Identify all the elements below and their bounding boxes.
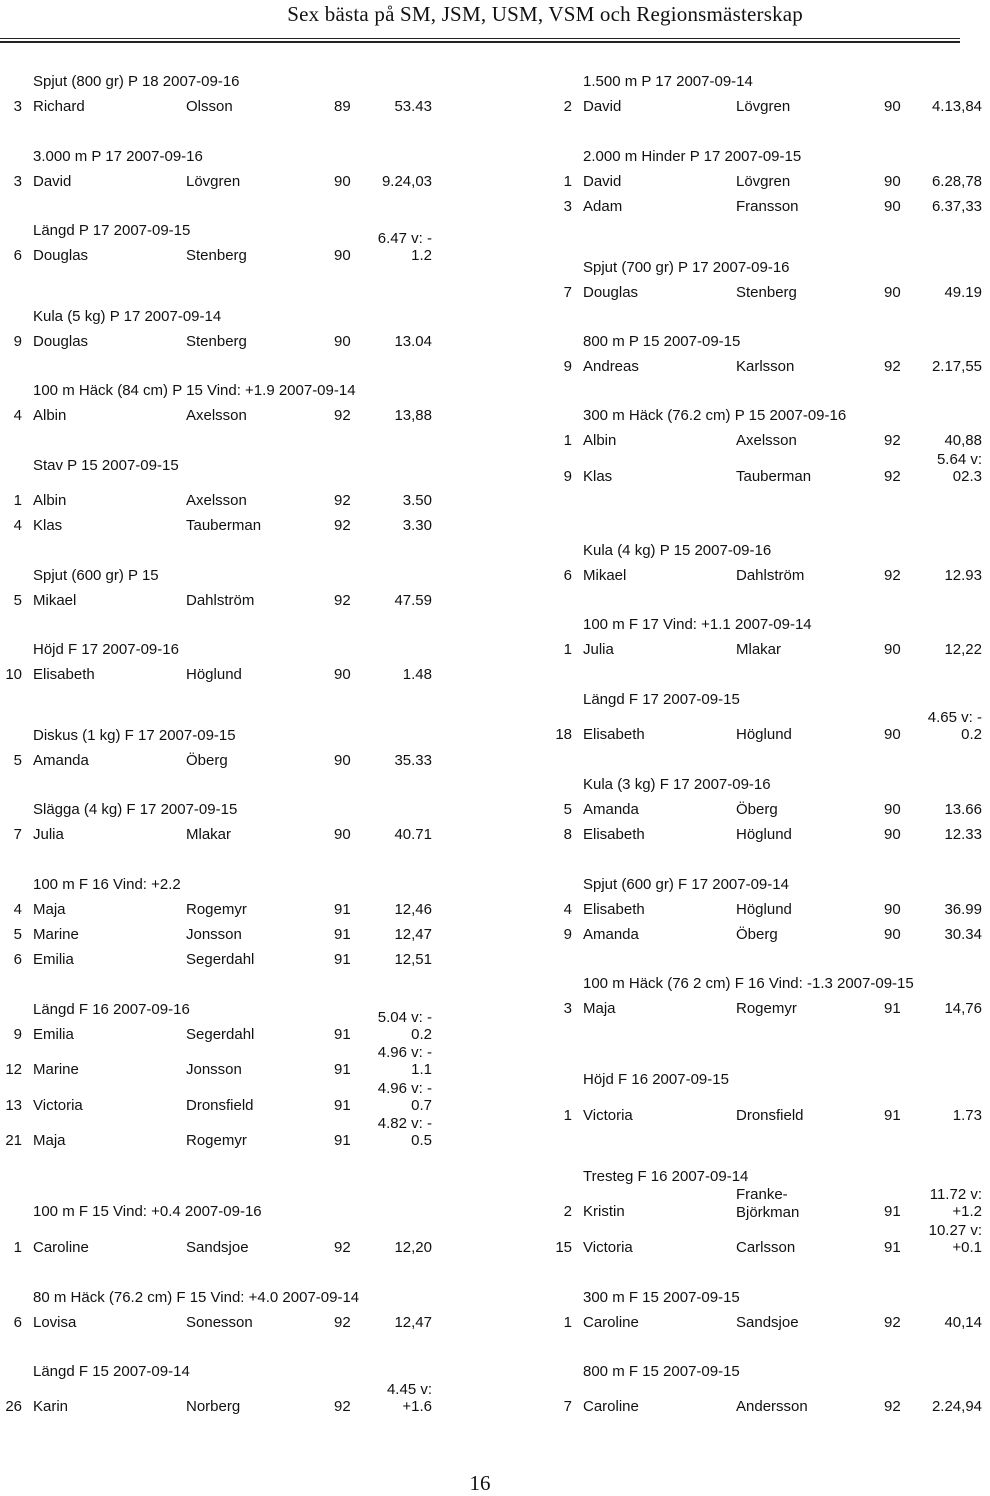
result-row: [0, 98, 440, 118]
athlete-last-name: Öberg: [736, 801, 778, 818]
athlete-result: 6.37,33: [931, 198, 982, 215]
event-title: 300 m Häck (76.2 cm) P 15 2007-09-16: [583, 407, 847, 424]
result-row: [550, 98, 990, 118]
athlete-birth-year: 92: [334, 1398, 351, 1415]
athlete-first-name: Victoria: [33, 1097, 83, 1114]
athlete-last-name: Lövgren: [736, 173, 791, 190]
athlete-rank: 4: [13, 901, 22, 918]
athlete-last-name: Höglund: [736, 826, 792, 843]
result-row: [0, 1239, 440, 1259]
result-row: [550, 198, 990, 218]
left-column: [0, 0, 440, 1460]
result-row: [550, 826, 990, 846]
athlete-last-name: Jonsson: [186, 926, 242, 943]
athlete-last-name: Franke- Björkman: [736, 1186, 800, 1221]
athlete-first-name: Emilia: [33, 1026, 74, 1043]
athlete-birth-year: 90: [884, 801, 901, 818]
athlete-result: 4.65 v: - 0.2: [927, 709, 982, 743]
athlete-first-name: Victoria: [583, 1239, 633, 1256]
result-row: [550, 358, 990, 378]
athlete-last-name: Mlakar: [736, 641, 782, 658]
athlete-first-name: Marine: [33, 926, 79, 943]
athlete-result: 3.30: [402, 517, 432, 534]
athlete-rank: 7: [563, 1398, 572, 1415]
athlete-birth-year: 92: [884, 567, 901, 584]
athlete-result: 47.59: [394, 592, 432, 609]
athlete-birth-year: 92: [334, 1314, 351, 1331]
athlete-result: 14,76: [944, 1000, 982, 1017]
event-title: 800 m P 15 2007-09-15: [583, 333, 741, 350]
athlete-last-name: Mlakar: [186, 826, 232, 843]
event-title: Längd P 17 2007-09-15: [33, 222, 191, 239]
athlete-birth-year: 90: [884, 98, 901, 115]
athlete-birth-year: 91: [884, 1239, 901, 1256]
athlete-birth-year: 90: [884, 901, 901, 918]
athlete-birth-year: 92: [334, 517, 351, 534]
athlete-last-name: Rogemyr: [736, 1000, 797, 1017]
athlete-first-name: Caroline: [583, 1398, 639, 1415]
athlete-rank: 12: [5, 1061, 22, 1078]
athlete-first-name: Caroline: [33, 1239, 89, 1256]
event-title: Höjd F 16 2007-09-15: [583, 1071, 729, 1088]
athlete-last-name: Tauberman: [736, 468, 812, 485]
athlete-last-name: Fransson: [736, 198, 799, 215]
event-title: Stav P 15 2007-09-15: [33, 457, 179, 474]
event-title: 100 m F 16 Vind: +2.2: [33, 876, 181, 893]
athlete-first-name: Amanda: [583, 926, 639, 943]
athlete-rank: 1: [563, 641, 572, 658]
athlete-result: 12,46: [394, 901, 432, 918]
athlete-birth-year: 89: [334, 98, 351, 115]
athlete-first-name: Albin: [33, 492, 67, 509]
athlete-rank: 1: [13, 1239, 22, 1256]
athlete-last-name: Olsson: [186, 98, 233, 115]
athlete-rank: 5: [13, 926, 22, 943]
right-column: [550, 0, 990, 1460]
result-row: [0, 1044, 440, 1081]
result-row: [550, 1000, 990, 1020]
result-row: [0, 666, 440, 686]
result-row: [0, 826, 440, 846]
event-title: Spjut (600 gr) F 17 2007-09-14: [583, 876, 789, 893]
athlete-last-name: Stenberg: [186, 247, 247, 264]
athlete-result: 12,47: [394, 1314, 432, 1331]
result-row: [550, 1107, 990, 1127]
athlete-last-name: Norberg: [186, 1398, 241, 1415]
athlete-birth-year: 91: [334, 1026, 351, 1043]
athlete-rank: 2: [563, 1203, 572, 1220]
athlete-first-name: David: [583, 98, 622, 115]
event-title: 2.000 m Hinder P 17 2007-09-15: [583, 148, 802, 165]
result-row: [550, 173, 990, 193]
result-row: [550, 567, 990, 587]
athlete-first-name: Andreas: [583, 358, 639, 375]
athlete-rank: 3: [13, 173, 22, 190]
athlete-result: 4.96 v: - 1.1: [377, 1044, 432, 1078]
athlete-last-name: Sandsjoe: [186, 1239, 249, 1256]
page-number: 16: [469, 1471, 491, 1495]
athlete-result: 6.28,78: [931, 173, 982, 190]
athlete-last-name: Dahlström: [736, 567, 805, 584]
result-row: [550, 432, 990, 452]
athlete-first-name: Maja: [33, 1132, 66, 1149]
athlete-result: 4.13,84: [931, 98, 982, 115]
athlete-first-name: Julia: [33, 826, 64, 843]
athlete-rank: 1: [563, 432, 572, 449]
athlete-rank: 1: [563, 1107, 572, 1124]
athlete-rank: 4: [563, 901, 572, 918]
result-row: [0, 926, 440, 946]
result-row: [0, 1314, 440, 1334]
athlete-birth-year: 92: [884, 358, 901, 375]
athlete-last-name: Stenberg: [186, 333, 247, 350]
athlete-birth-year: 91: [334, 901, 351, 918]
event-title: Kula (5 kg) P 17 2007-09-14: [33, 308, 222, 325]
athlete-rank: 4: [13, 407, 22, 424]
athlete-first-name: Amanda: [33, 752, 89, 769]
athlete-rank: 7: [13, 826, 22, 843]
athlete-last-name: Carlsson: [736, 1239, 796, 1256]
athlete-birth-year: 90: [334, 333, 351, 350]
athlete-birth-year: 90: [884, 198, 901, 215]
result-row: [550, 1222, 990, 1259]
result-row: [550, 709, 990, 746]
athlete-result: 40,88: [944, 432, 982, 449]
event-title: Slägga (4 kg) F 17 2007-09-15: [33, 801, 238, 818]
athlete-last-name: Lövgren: [736, 98, 791, 115]
athlete-first-name: Maja: [583, 1000, 616, 1017]
event-title: Längd F 17 2007-09-15: [583, 691, 740, 708]
athlete-first-name: Julia: [583, 641, 614, 658]
athlete-rank: 9: [563, 358, 572, 375]
event-title: Spjut (600 gr) P 15: [33, 567, 159, 584]
athlete-last-name: Tauberman: [186, 517, 262, 534]
athlete-result: 12,20: [394, 1239, 432, 1256]
athlete-last-name: Dronsfield: [186, 1097, 254, 1114]
result-row: [0, 901, 440, 921]
athlete-first-name: Victoria: [583, 1107, 633, 1124]
athlete-birth-year: 90: [334, 173, 351, 190]
result-row: [550, 284, 990, 304]
athlete-last-name: Sandsjoe: [736, 1314, 799, 1331]
athlete-rank: 15: [555, 1239, 572, 1256]
event-title: 80 m Häck (76.2 cm) F 15 Vind: +4.0 2007-09-14: [33, 1289, 360, 1306]
athlete-result: 30.34: [944, 926, 982, 943]
athlete-rank: 26: [5, 1398, 22, 1415]
event-title: 3.000 m P 17 2007-09-16: [33, 148, 203, 165]
athlete-first-name: Elisabeth: [583, 726, 645, 743]
athlete-result: 3.50: [402, 492, 432, 509]
event-title: Längd F 15 2007-09-14: [33, 1363, 190, 1380]
athlete-last-name: Öberg: [186, 752, 228, 769]
athlete-result: 6.47 v: - 1.2: [377, 230, 432, 264]
athlete-first-name: David: [583, 173, 622, 190]
event-title: 100 m Häck (84 cm) P 15 Vind: +1.9 2007-09-14: [33, 382, 356, 399]
athlete-rank: 7: [563, 284, 572, 301]
athlete-rank: 4: [13, 517, 22, 534]
result-row: [550, 451, 990, 488]
athlete-first-name: Marine: [33, 1061, 79, 1078]
athlete-result: 12.93: [944, 567, 982, 584]
athlete-last-name: Öberg: [736, 926, 778, 943]
athlete-first-name: Mikael: [33, 592, 77, 609]
athlete-rank: 9: [563, 926, 572, 943]
athlete-result: 12,22: [944, 641, 982, 658]
athlete-birth-year: 91: [884, 1203, 901, 1220]
athlete-birth-year: 91: [334, 951, 351, 968]
athlete-birth-year: 90: [884, 926, 901, 943]
athlete-last-name: Höglund: [736, 726, 792, 743]
result-row: [0, 333, 440, 353]
athlete-rank: 9: [563, 468, 572, 485]
athlete-birth-year: 90: [334, 247, 351, 264]
athlete-last-name: Lövgren: [186, 173, 241, 190]
athlete-last-name: Dronsfield: [736, 1107, 804, 1124]
athlete-result: 13.04: [394, 333, 432, 350]
athlete-birth-year: 90: [334, 826, 351, 843]
athlete-result: 5.64 v: 02.3: [936, 451, 982, 485]
athlete-birth-year: 92: [334, 592, 351, 609]
athlete-rank: 6: [13, 1314, 22, 1331]
result-row: [0, 173, 440, 193]
result-row: [0, 592, 440, 612]
athlete-rank: 10: [5, 666, 22, 683]
athlete-last-name: Axelsson: [736, 432, 797, 449]
athlete-first-name: Adam: [583, 198, 623, 215]
event-title: Tresteg F 16 2007-09-14: [583, 1168, 749, 1185]
athlete-result: 12,51: [394, 951, 432, 968]
athlete-result: 5.04 v: - 0.2: [377, 1009, 432, 1043]
event-title: 100 m Häck (76 2 cm) F 16 Vind: -1.3 2007-09-15: [583, 975, 914, 992]
athlete-result: 36.99: [944, 901, 982, 918]
athlete-rank: 9: [13, 1026, 22, 1043]
athlete-first-name: Kristin: [583, 1203, 625, 1220]
event-title: Kula (3 kg) F 17 2007-09-16: [583, 776, 771, 793]
result-row: [550, 1398, 990, 1418]
athlete-first-name: Amanda: [583, 801, 639, 818]
athlete-first-name: Lovisa: [33, 1314, 77, 1331]
athlete-birth-year: 91: [884, 1107, 901, 1124]
athlete-first-name: Karin: [33, 1398, 69, 1415]
athlete-rank: 3: [563, 1000, 572, 1017]
athlete-result: 53.43: [394, 98, 432, 115]
event-title: 100 m F 15 Vind: +0.4 2007-09-16: [33, 1203, 262, 1220]
athlete-result: 11.72 v: +1.2: [929, 1186, 982, 1220]
athlete-rank: 13: [5, 1097, 22, 1114]
athlete-last-name: Rogemyr: [186, 901, 247, 918]
result-row: [0, 1115, 440, 1152]
athlete-first-name: Emilia: [33, 951, 74, 968]
athlete-last-name: Dahlström: [186, 592, 255, 609]
athlete-result: 49.19: [944, 284, 982, 301]
athlete-last-name: Stenberg: [736, 284, 797, 301]
event-title: 300 m F 15 2007-09-15: [583, 1289, 740, 1306]
athlete-birth-year: 92: [334, 407, 351, 424]
athlete-rank: 3: [563, 198, 572, 215]
athlete-result: 10.27 v: +0.1: [928, 1222, 982, 1256]
athlete-birth-year: 92: [884, 1314, 901, 1331]
athlete-result: 4.96 v: - 0.7: [377, 1080, 432, 1114]
page-title: Sex bästa på SM, JSM, USM, VSM och Regionsmästerskap: [287, 2, 803, 26]
result-row: [0, 407, 440, 427]
athlete-rank: 6: [13, 951, 22, 968]
athlete-first-name: David: [33, 173, 72, 190]
athlete-result: 13.66: [944, 801, 982, 818]
athlete-first-name: Elisabeth: [583, 826, 645, 843]
athlete-last-name: Sonesson: [186, 1314, 253, 1331]
athlete-result: 2.17,55: [931, 358, 982, 375]
athlete-birth-year: 90: [334, 666, 351, 683]
athlete-last-name: Jonsson: [186, 1061, 242, 1078]
athlete-first-name: Richard: [33, 98, 85, 115]
athlete-last-name: Segerdahl: [186, 1026, 255, 1043]
athlete-birth-year: 90: [884, 826, 901, 843]
event-title: Kula (4 kg) P 15 2007-09-16: [583, 542, 772, 559]
athlete-first-name: Maja: [33, 901, 66, 918]
athlete-last-name: Axelsson: [186, 492, 247, 509]
athlete-result: 40.71: [394, 826, 432, 843]
athlete-birth-year: 92: [884, 1398, 901, 1415]
athlete-last-name: Karlsson: [736, 358, 795, 375]
athlete-birth-year: 91: [884, 1000, 901, 1017]
result-row: [0, 752, 440, 772]
athlete-first-name: Elisabeth: [33, 666, 95, 683]
athlete-rank: 6: [13, 247, 22, 264]
athlete-rank: 18: [555, 726, 572, 743]
athlete-last-name: Segerdahl: [186, 951, 255, 968]
result-row: [0, 951, 440, 971]
result-row: [550, 801, 990, 821]
athlete-rank: 1: [563, 1314, 572, 1331]
athlete-result: 40,14: [944, 1314, 982, 1331]
event-title: 1.500 m P 17 2007-09-14: [583, 73, 753, 90]
athlete-rank: 3: [13, 98, 22, 115]
result-row: [0, 492, 440, 512]
athlete-first-name: Albin: [33, 407, 67, 424]
athlete-rank: 5: [13, 592, 22, 609]
athlete-last-name: Andersson: [736, 1398, 808, 1415]
athlete-first-name: Mikael: [583, 567, 627, 584]
event-title: Höjd F 17 2007-09-16: [33, 641, 179, 658]
result-row: [0, 1381, 440, 1418]
athlete-birth-year: 90: [334, 752, 351, 769]
athlete-rank: 1: [563, 173, 572, 190]
athlete-first-name: Caroline: [583, 1314, 639, 1331]
athlete-birth-year: 90: [884, 173, 901, 190]
athlete-result: 12,47: [394, 926, 432, 943]
athlete-last-name: Rogemyr: [186, 1132, 247, 1149]
athlete-birth-year: 92: [884, 468, 901, 485]
athlete-rank: 6: [563, 567, 572, 584]
event-title: Längd F 16 2007-09-16: [33, 1001, 190, 1018]
athlete-result: 35.33: [394, 752, 432, 769]
athlete-birth-year: 91: [334, 1097, 351, 1114]
athlete-rank: 5: [13, 752, 22, 769]
athlete-last-name: Axelsson: [186, 407, 247, 424]
result-row: [550, 641, 990, 661]
athlete-birth-year: 92: [884, 432, 901, 449]
result-row: [0, 1080, 440, 1117]
athlete-rank: 21: [5, 1132, 22, 1149]
event-title: 100 m F 17 Vind: +1.1 2007-09-14: [583, 616, 812, 633]
athlete-birth-year: 90: [884, 641, 901, 658]
athlete-result: 2.24,94: [931, 1398, 982, 1415]
event-title: Spjut (700 gr) P 17 2007-09-16: [583, 259, 790, 276]
result-row: [550, 1314, 990, 1334]
result-row: [550, 901, 990, 921]
athlete-rank: 9: [13, 333, 22, 350]
athlete-first-name: Douglas: [583, 284, 639, 301]
result-row: [550, 926, 990, 946]
athlete-first-name: Elisabeth: [583, 901, 645, 918]
athlete-first-name: Douglas: [33, 247, 89, 264]
athlete-birth-year: 92: [334, 1239, 351, 1256]
event-title: Diskus (1 kg) F 17 2007-09-15: [33, 727, 236, 744]
athlete-result: 4.45 v: +1.6: [386, 1381, 432, 1415]
athlete-birth-year: 91: [334, 926, 351, 943]
athlete-birth-year: 91: [334, 1132, 351, 1149]
athlete-birth-year: 90: [884, 726, 901, 743]
athlete-result: 1.73: [952, 1107, 982, 1124]
athlete-last-name: Höglund: [736, 901, 792, 918]
athlete-birth-year: 92: [334, 492, 351, 509]
result-row: [0, 517, 440, 537]
athlete-first-name: Klas: [583, 468, 613, 485]
athlete-result: 1.48: [402, 666, 432, 683]
athlete-first-name: Douglas: [33, 333, 89, 350]
event-title: Spjut (800 gr) P 18 2007-09-16: [33, 73, 240, 90]
athlete-result: 9.24,03: [381, 173, 432, 190]
athlete-rank: 2: [563, 98, 572, 115]
athlete-birth-year: 91: [334, 1061, 351, 1078]
athlete-result: 13,88: [394, 407, 432, 424]
athlete-result: 12.33: [944, 826, 982, 843]
athlete-rank: 8: [563, 826, 572, 843]
athlete-first-name: Klas: [33, 517, 63, 534]
result-row: [550, 1186, 990, 1223]
athlete-first-name: Albin: [583, 432, 617, 449]
athlete-result: 4.82 v: - 0.5: [377, 1115, 432, 1149]
athlete-birth-year: 90: [884, 284, 901, 301]
athlete-rank: 1: [13, 492, 22, 509]
athlete-rank: 5: [563, 801, 572, 818]
event-title: 800 m F 15 2007-09-15: [583, 1363, 740, 1380]
athlete-last-name: Höglund: [186, 666, 242, 683]
